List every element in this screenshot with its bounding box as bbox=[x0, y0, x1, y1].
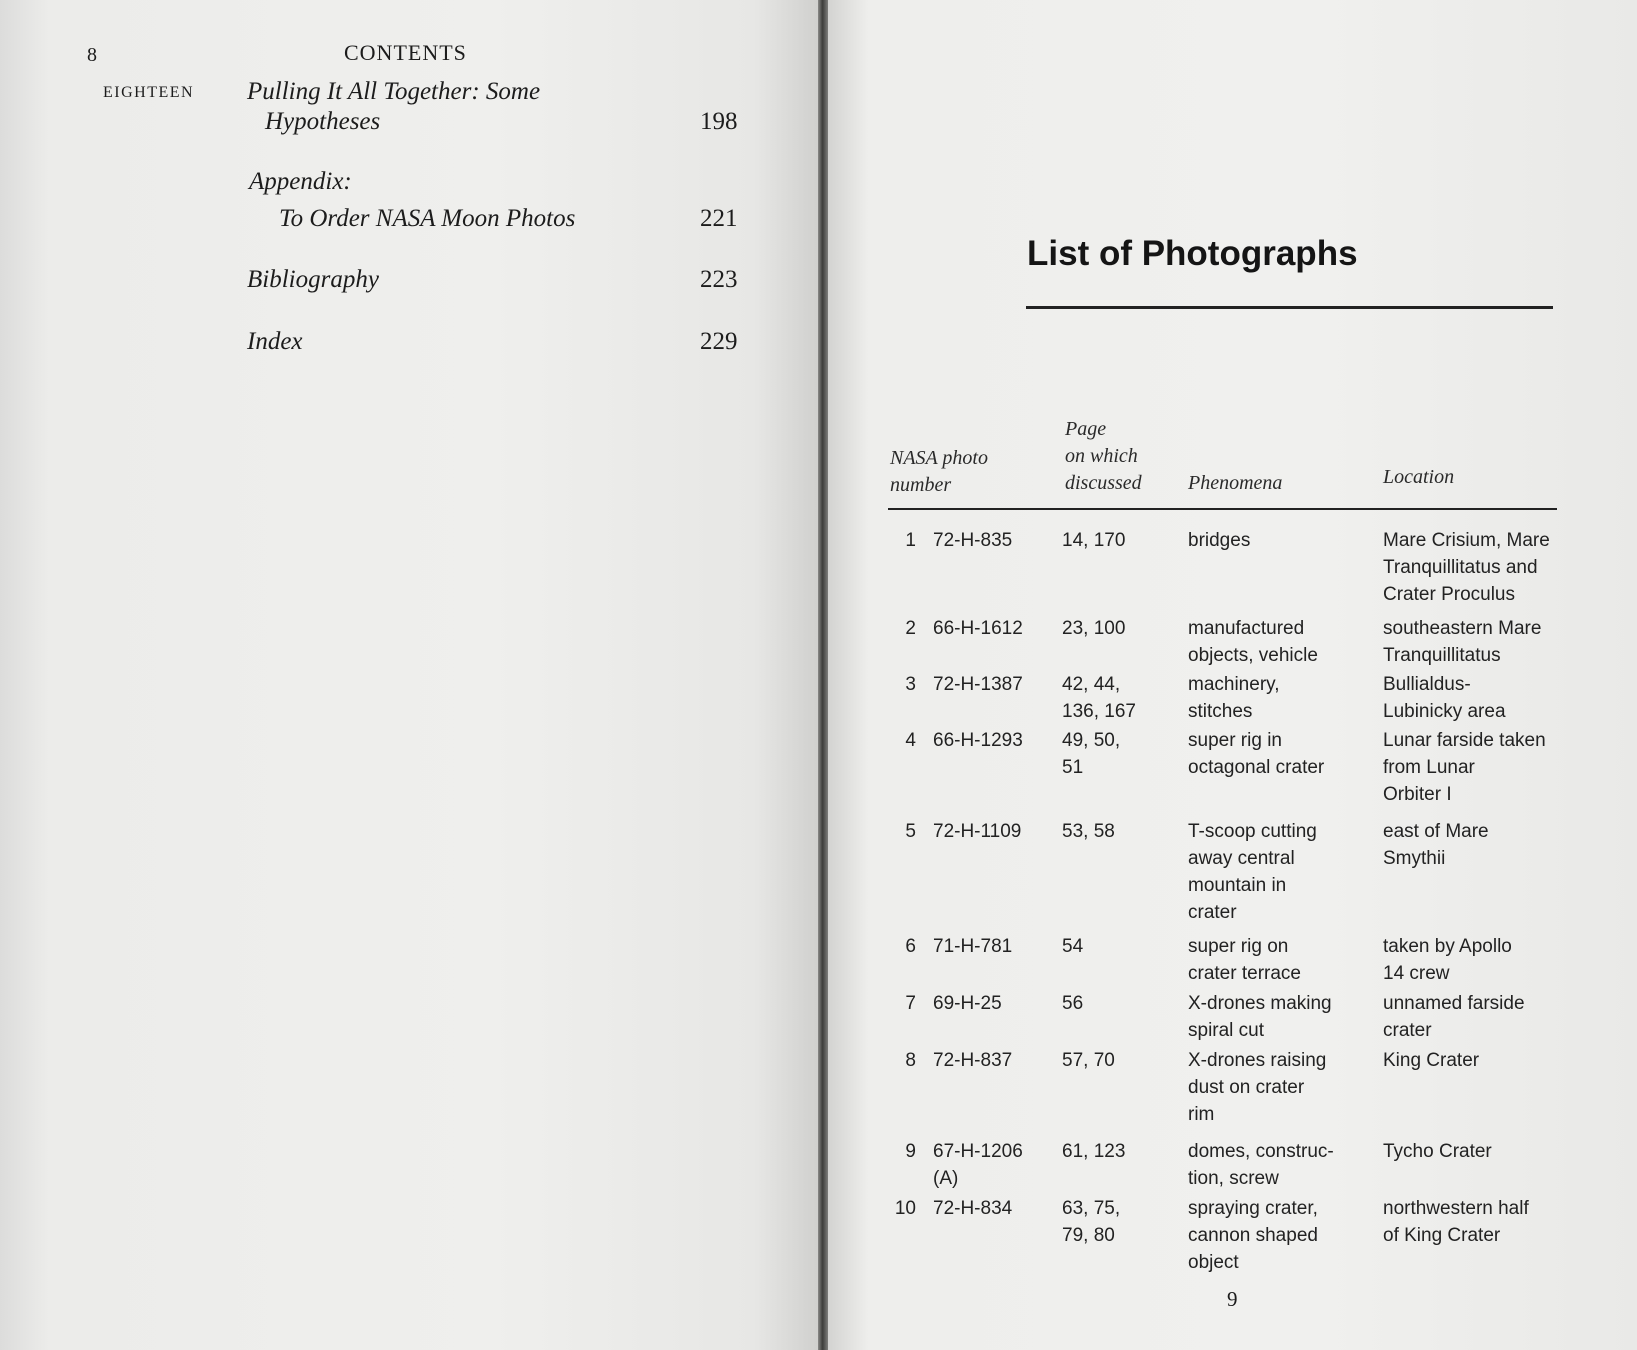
row-5-phenomena-line1: T-scoop cutting bbox=[1188, 821, 1317, 842]
row-7-photo-line1: 69-H-25 bbox=[933, 993, 1002, 1014]
row-2-location-line2: Tranquillitatus bbox=[1383, 645, 1501, 666]
row-5-photo-line1: 72-H-1109 bbox=[933, 821, 1022, 842]
row-9-photo-line1: 67-H-1206 bbox=[933, 1141, 1023, 1162]
row-10-pages-line1: 63, 75, bbox=[1062, 1198, 1121, 1219]
row-5-phenomena-line3: mountain in bbox=[1188, 875, 1287, 896]
row-8-n: 8 bbox=[905, 1050, 916, 1071]
appendix-label: Appendix: bbox=[249, 168, 352, 195]
index-label: Index bbox=[247, 328, 303, 355]
row-7-n: 7 bbox=[905, 993, 916, 1014]
book-gutter bbox=[818, 0, 828, 1350]
row-6-location-line2: 14 crew bbox=[1383, 963, 1450, 984]
row-5-n: 5 bbox=[905, 821, 916, 842]
row-5-phenomena-line4: crater bbox=[1188, 902, 1237, 923]
row-4-location-line2: from Lunar bbox=[1383, 757, 1475, 778]
index-page: 229 bbox=[700, 328, 738, 355]
row-8-photo-line1: 72-H-837 bbox=[933, 1050, 1013, 1071]
row-3-photo-line1: 72-H-1387 bbox=[933, 674, 1023, 695]
row-3-pages-line1: 42, 44, bbox=[1062, 674, 1121, 695]
row-2-location-line1: southeastern Mare bbox=[1383, 618, 1542, 639]
row-3-location-line2: Lubinicky area bbox=[1383, 701, 1506, 722]
row-4-n: 4 bbox=[905, 730, 916, 751]
row-9-photo-line2: (A) bbox=[933, 1168, 959, 1189]
row-10-photo-line1: 72-H-834 bbox=[933, 1198, 1013, 1219]
row-7-phenomena-line1: X-drones making bbox=[1188, 993, 1332, 1014]
row-2-phenomena-line1: manufactured bbox=[1188, 618, 1305, 639]
row-4-photo-line1: 66-H-1293 bbox=[933, 730, 1023, 751]
row-1-n: 1 bbox=[905, 530, 916, 551]
header-rule bbox=[888, 508, 1557, 510]
right-page-number: 9 bbox=[1227, 1287, 1238, 1311]
row-5-location-line2: Smythii bbox=[1383, 848, 1446, 869]
row-4-phenomena-line2: octagonal crater bbox=[1188, 757, 1325, 778]
row-6-pages-line1: 54 bbox=[1062, 936, 1084, 957]
chapter-title-line1: Pulling It All Together: Some bbox=[247, 78, 541, 105]
chapter-page: 198 bbox=[700, 108, 738, 135]
row-10-phenomena-line1: spraying crater, bbox=[1188, 1198, 1318, 1219]
row-3-n: 3 bbox=[905, 674, 916, 695]
header-photo-line2: number bbox=[890, 474, 952, 496]
chapter-title-line2: Hypotheses bbox=[265, 108, 381, 135]
header-page-line3: discussed bbox=[1065, 472, 1142, 494]
row-7-location-line1: unnamed farside bbox=[1383, 993, 1525, 1014]
row-6-phenomena-line2: crater terrace bbox=[1188, 963, 1301, 984]
header-page-line1: Page bbox=[1065, 418, 1107, 440]
row-4-location-line1: Lunar farside taken bbox=[1383, 730, 1546, 751]
row-5-pages-line1: 53, 58 bbox=[1062, 821, 1115, 842]
row-3-pages-line2: 136, 167 bbox=[1062, 701, 1136, 722]
row-9-phenomena-line1: domes, construc- bbox=[1188, 1141, 1334, 1162]
appendix-title: To Order NASA Moon Photos bbox=[279, 205, 576, 232]
row-8-location-line1: King Crater bbox=[1383, 1050, 1480, 1071]
bibliography-page: 223 bbox=[700, 266, 738, 293]
row-1-location-line3: Crater Proculus bbox=[1383, 584, 1515, 605]
row-1-photo-line1: 72-H-835 bbox=[933, 530, 1013, 551]
header-photo-line1: NASA photo bbox=[890, 447, 988, 469]
row-9-location-line1: Tycho Crater bbox=[1383, 1141, 1492, 1162]
row-7-phenomena-line2: spiral cut bbox=[1188, 1020, 1265, 1041]
row-1-phenomena-line1: bridges bbox=[1188, 530, 1251, 551]
chapter-label: EIGHTEEN bbox=[103, 84, 195, 101]
row-1-location-line2: Tranquillitatus and bbox=[1383, 557, 1538, 578]
row-4-phenomena-line1: super rig in bbox=[1188, 730, 1282, 751]
appendix-page: 221 bbox=[700, 205, 738, 232]
row-8-phenomena-line3: rim bbox=[1188, 1104, 1215, 1125]
row-2-n: 2 bbox=[905, 618, 916, 639]
row-4-pages-line2: 51 bbox=[1062, 757, 1084, 778]
row-6-phenomena-line1: super rig on bbox=[1188, 936, 1289, 957]
row-3-phenomena-line1: machinery, bbox=[1188, 674, 1280, 695]
row-1-pages-line1: 14, 170 bbox=[1062, 530, 1126, 551]
row-5-location-line1: east of Mare bbox=[1383, 821, 1489, 842]
list-of-photographs-title: List of Photographs bbox=[1027, 234, 1358, 273]
row-10-location-line2: of King Crater bbox=[1383, 1225, 1501, 1246]
row-6-location-line1: taken by Apollo bbox=[1383, 936, 1512, 957]
row-2-photo-line1: 66-H-1612 bbox=[933, 618, 1023, 639]
row-10-pages-line2: 79, 80 bbox=[1062, 1225, 1115, 1246]
title-rule bbox=[1026, 306, 1553, 309]
row-2-pages-line1: 23, 100 bbox=[1062, 618, 1126, 639]
contents-heading: CONTENTS bbox=[344, 40, 467, 65]
header-phenomena: Phenomena bbox=[1188, 472, 1283, 494]
header-page-line2: on which bbox=[1065, 445, 1138, 467]
row-10-location-line1: northwestern half bbox=[1383, 1198, 1529, 1219]
row-6-n: 6 bbox=[905, 936, 916, 957]
row-1-location-line1: Mare Crisium, Mare bbox=[1383, 530, 1550, 551]
row-9-phenomena-line2: tion, screw bbox=[1188, 1168, 1279, 1189]
row-8-phenomena-line1: X-drones raising bbox=[1188, 1050, 1327, 1071]
row-7-pages-line1: 56 bbox=[1062, 993, 1084, 1014]
bibliography-label: Bibliography bbox=[247, 266, 379, 293]
row-2-phenomena-line2: objects, vehicle bbox=[1188, 645, 1318, 666]
row-10-n: 10 bbox=[894, 1198, 916, 1219]
row-8-phenomena-line2: dust on crater bbox=[1188, 1077, 1305, 1098]
row-10-phenomena-line3: object bbox=[1188, 1252, 1239, 1273]
row-3-location-line1: Bullialdus- bbox=[1383, 674, 1471, 695]
header-location: Location bbox=[1383, 466, 1455, 488]
row-5-phenomena-line2: away central bbox=[1188, 848, 1295, 869]
row-3-phenomena-line2: stitches bbox=[1188, 701, 1253, 722]
row-10-phenomena-line2: cannon shaped bbox=[1188, 1225, 1318, 1246]
row-8-pages-line1: 57, 70 bbox=[1062, 1050, 1115, 1071]
row-9-n: 9 bbox=[905, 1141, 916, 1162]
row-4-pages-line1: 49, 50, bbox=[1062, 730, 1121, 751]
row-9-pages-line1: 61, 123 bbox=[1062, 1141, 1126, 1162]
row-4-location-line3: Orbiter I bbox=[1383, 784, 1452, 805]
left-page-number: 8 bbox=[87, 44, 97, 66]
row-6-photo-line1: 71-H-781 bbox=[933, 936, 1013, 957]
row-7-location-line2: crater bbox=[1383, 1020, 1432, 1041]
